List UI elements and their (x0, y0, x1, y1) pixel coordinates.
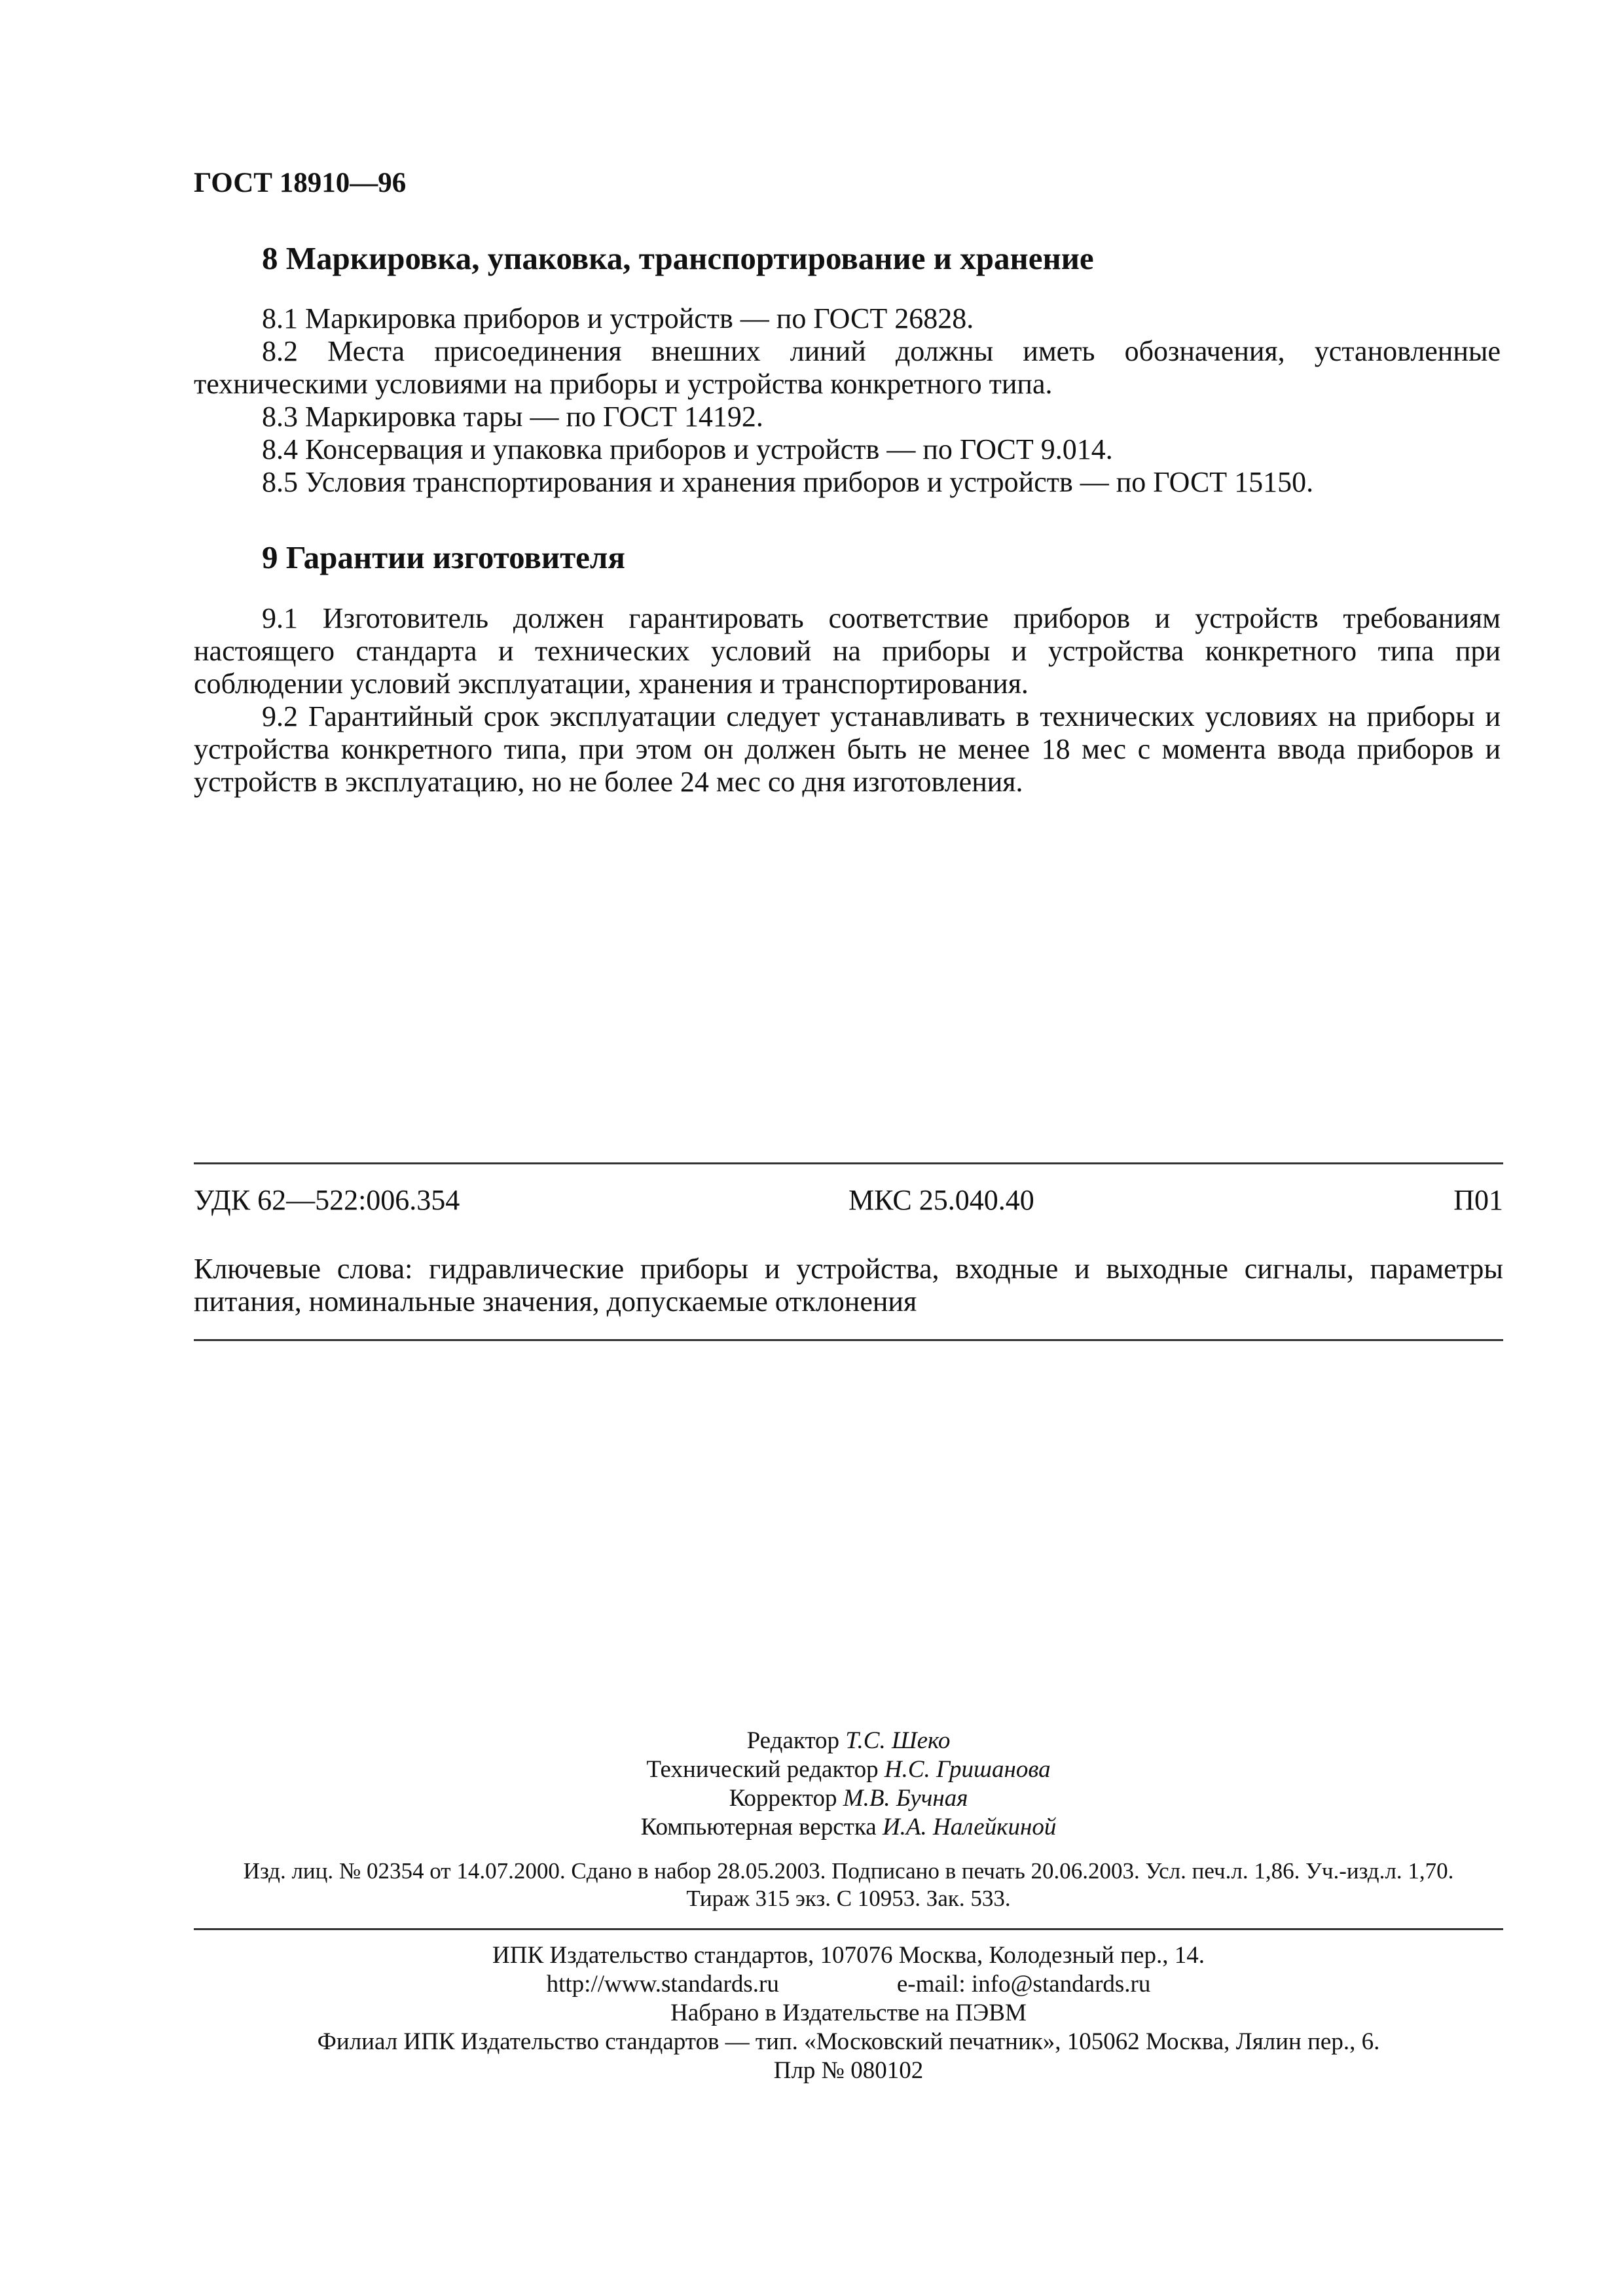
paragraph-9-2: 9.2 Гарантийный срок эксплуатации следует устанавливать в технических условиях на приборы и устройства конкретного типа, при этом он должен быть не менее 18 мес с момента ввода приборов и устройств в эксплуатацию, но не более 24 мес со дня изготовления. (194, 700, 1501, 798)
credit-tech-editor (194, 1755, 1503, 1784)
typeset-note: Набрано в Издательстве на ПЭВМ (670, 2000, 1027, 2026)
divider-keywords (194, 1339, 1503, 1341)
credit-editor (194, 1727, 1503, 1755)
credit-role: Корректор (729, 1785, 837, 1812)
section-8-body (194, 302, 1501, 499)
udk-code: УДК 62—522:006.354 (194, 1184, 460, 1216)
publication-line-2: Тираж 315 экз. С 10953. Зак. 533. (686, 1886, 1011, 1911)
publication-line-1: Изд. лиц. № 02354 от 14.07.2000. Сдано в набор 28.05.2003. Подписано в печать 20.06.2003. Усл. печ.л. 1,86. Уч.-изд.л. 1,70. (243, 1858, 1454, 1884)
credit-name: М.В. Бучная (843, 1785, 968, 1812)
paragraph-8-2: 8.2 Места присоединения внешних линий должны иметь обозначения, установленные техническими условиями на приборы и устройства конкретного типа. (194, 335, 1501, 400)
section-8-heading: 8 Маркировка, упаковка, транспортирование и хранение (262, 240, 1094, 276)
credit-role: Компьютерная верстка (640, 1814, 877, 1840)
credit-role: Редактор (746, 1727, 840, 1754)
credit-name: Н.С. Гришанова (884, 1756, 1051, 1783)
divider-top (194, 1162, 1503, 1164)
document-code: ГОСТ 18910—96 (194, 168, 407, 198)
website-link: http://www.standards.ru (546, 1971, 779, 1998)
group-code: П01 (1453, 1184, 1503, 1216)
divider-imprint (194, 1928, 1503, 1930)
credit-name: Т.С. Шеко (845, 1727, 951, 1754)
credit-role: Технический редактор (646, 1756, 879, 1783)
paragraph-8-4: 8.4 Консервация и упаковка приборов и устройств — по ГОСТ 9.014. (262, 433, 1113, 465)
plr-number: Плр № 080102 (773, 2057, 924, 2084)
credit-proofreader (194, 1784, 1503, 1813)
printing-branch: Филиал ИПК Издательство стандартов — тип. «Московский печатник», 105062 Москва, Лялин пер., 6. (317, 2028, 1380, 2055)
section-9-body (194, 602, 1501, 798)
credit-layout (194, 1813, 1503, 1842)
imprint-block (194, 1941, 1503, 2085)
publisher-address: ИПК Издательство стандартов, 107076 Москва, Колодезный пер., 14. (492, 1942, 1205, 1969)
credit-name: И.А. Налейкиной (882, 1814, 1057, 1840)
contacts-line (194, 1970, 1503, 1999)
keywords: Ключевые слова: гидравлические приборы и устройства, входные и выходные сигналы, параметры питания, номинальные значения, допускаемые отклонения (194, 1253, 1503, 1318)
paragraph-8-5: 8.5 Условия транспортирования и хранения приборов и устройств — по ГОСТ 15150. (262, 466, 1314, 498)
section-9-heading: 9 Гарантии изготовителя (262, 539, 625, 575)
publication-info (194, 1857, 1503, 1912)
mks-code: МКС 25.040.40 (848, 1184, 1034, 1216)
credits-block (194, 1727, 1503, 1842)
email-address: e-mail: info@standards.ru (896, 1971, 1151, 1998)
paragraph-9-1: 9.1 Изготовитель должен гарантировать соответствие приборов и устройств требованиям настоящего стандарта и технических условий на приборы и устройства конкретного типа при соблюдении условий эксплуатации, хранения и транспортирования. (194, 602, 1501, 700)
paragraph-8-1: 8.1 Маркировка приборов и устройств — по ГОСТ 26828. (262, 302, 974, 334)
paragraph-8-3: 8.3 Маркировка тары — по ГОСТ 14192. (262, 401, 763, 433)
